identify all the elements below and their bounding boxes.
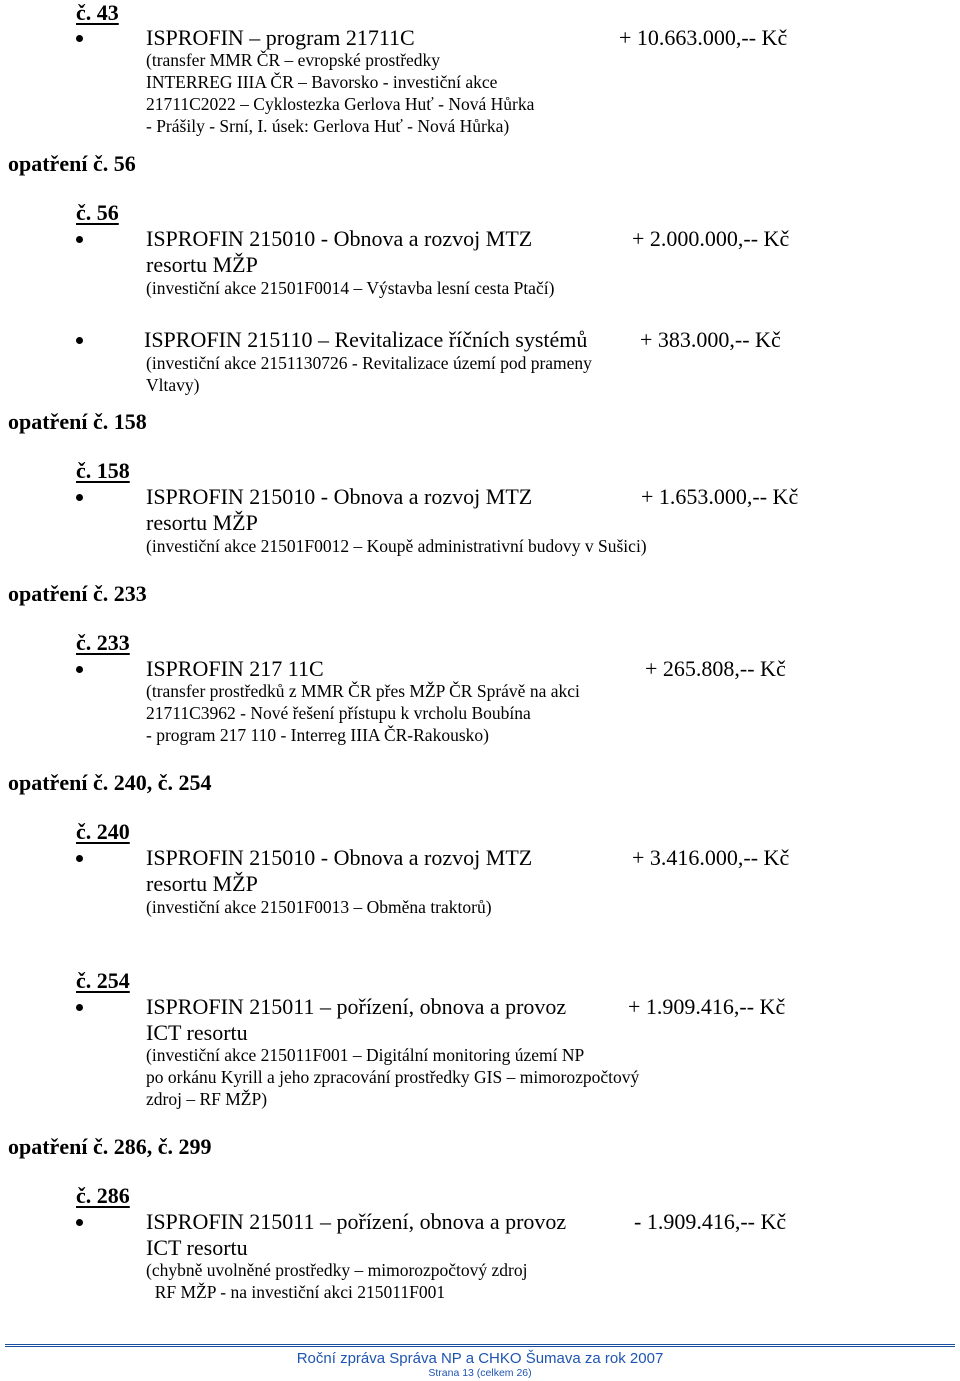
item-note: RF MŽP - na investiční akci 215011F001 <box>146 1282 446 1302</box>
item-heading-56: č. 56 <box>76 200 119 225</box>
bullet <box>76 666 83 673</box>
item-amount-286: - 1.909.416,-- Kč <box>634 1209 787 1234</box>
item-heading-233: č. 233 <box>76 630 130 655</box>
bullet <box>76 1004 83 1011</box>
item-amount-56: + 2.000.000,-- Kč <box>632 226 790 251</box>
item-note: - program 217 110 - Interreg IIIA ČR-Rakousko) <box>146 725 489 745</box>
item-title-56: ISPROFIN 215010 - Obnova a rozvoj MTZ <box>146 226 533 251</box>
item-amount-254: + 1.909.416,-- Kč <box>628 994 786 1019</box>
item-note: 21711C3962 - Nové řešení přístupu k vrcholu Boubína <box>146 703 531 723</box>
section-heading-240: opatření č. 240, č. 254 <box>8 770 212 795</box>
item-note: (investiční akce 21501F0014 – Výstavba lesní cesta Ptačí) <box>146 278 555 298</box>
item-note: 21711C2022 – Cyklostezka Gerlova Huť - Nová Hůrka <box>146 94 535 114</box>
item-title-286: ISPROFIN 215011 – pořízení, obnova a provoz <box>146 1209 567 1234</box>
item-title-254-cont: ICT resortu <box>146 1020 248 1045</box>
item-amount-158: + 1.653.000,-- Kč <box>641 484 799 509</box>
item-note: (investiční akce 2151130726 - Revitalizace území pod prameny <box>146 353 592 373</box>
footer-divider <box>5 1346 955 1347</box>
item-note: INTERREG IIIA ČR – Bavorsko - investiční akce <box>146 72 498 92</box>
item-note: (transfer MMR ČR – evropské prostředky <box>146 50 441 70</box>
footer-title: Roční zpráva Správa NP a CHKO Šumava za rok 2007 <box>296 1350 664 1367</box>
bullet <box>76 236 83 243</box>
item-amount-43: + 10.663.000,-- Kč <box>619 25 788 50</box>
item-title-158: ISPROFIN 215010 - Obnova a rozvoj MTZ <box>146 484 533 509</box>
item-note: zdroj – RF MŽP) <box>146 1089 268 1109</box>
bullet <box>76 35 83 42</box>
item-note: (investiční akce 21501F0013 – Obměna traktorů) <box>146 897 492 917</box>
item-note: Vltavy) <box>146 375 200 395</box>
item-note: (chybně uvolněné prostředky – mimorozpočtový zdroj <box>146 1260 528 1280</box>
item-title-233: ISPROFIN 217 11C <box>146 656 324 681</box>
item-note: (investiční akce 21501F0012 – Koupě administrativní budovy v Sušici) <box>146 536 647 556</box>
item-heading-254: č. 254 <box>76 968 130 993</box>
item-title-56b: ISPROFIN 215110 – Revitalizace říčních systémů <box>144 327 588 352</box>
bullet <box>76 494 83 501</box>
bullet <box>76 337 83 344</box>
item-amount-240: + 3.416.000,-- Kč <box>632 845 790 870</box>
bullet <box>76 855 83 862</box>
section-heading-158: opatření č. 158 <box>8 409 147 434</box>
item-title-43: ISPROFIN – program 21711C <box>146 25 415 50</box>
item-title-254: ISPROFIN 215011 – pořízení, obnova a provoz <box>146 994 567 1019</box>
item-heading-158: č. 158 <box>76 458 130 483</box>
section-heading-233: opatření č. 233 <box>8 581 147 606</box>
item-title-240-cont: resortu MŽP <box>146 871 258 896</box>
item-heading-240: č. 240 <box>76 819 130 844</box>
bullet <box>76 1219 83 1226</box>
item-note: (investiční akce 215011F001 – Digitální monitoring území NP <box>146 1045 585 1065</box>
item-heading-43: č. 43 <box>76 0 119 25</box>
footer-divider <box>5 1344 955 1345</box>
footer-page-number: Strana 13 (celkem 26) <box>428 1367 532 1379</box>
item-note: (transfer prostředků z MMR ČR přes MŽP ČR Správě na akci <box>146 681 580 701</box>
item-amount-233: + 265.808,-- Kč <box>645 656 786 681</box>
item-amount-56b: + 383.000,-- Kč <box>640 327 781 352</box>
item-title-286-cont: ICT resortu <box>146 1235 248 1260</box>
item-note: - Prášily - Srní, I. úsek: Gerlova Huť - Nová Hůrka) <box>146 116 510 136</box>
item-heading-286: č. 286 <box>76 1183 130 1208</box>
item-title-56-cont: resortu MŽP <box>146 252 258 277</box>
section-heading-286: opatření č. 286, č. 299 <box>8 1134 212 1159</box>
section-heading-56: opatření č. 56 <box>8 151 136 176</box>
item-title-240: ISPROFIN 215010 - Obnova a rozvoj MTZ <box>146 845 533 870</box>
item-title-158-cont: resortu MŽP <box>146 510 258 535</box>
item-note: po orkánu Kyrill a jeho zpracování prostředky GIS – mimorozpočtový <box>146 1067 640 1087</box>
